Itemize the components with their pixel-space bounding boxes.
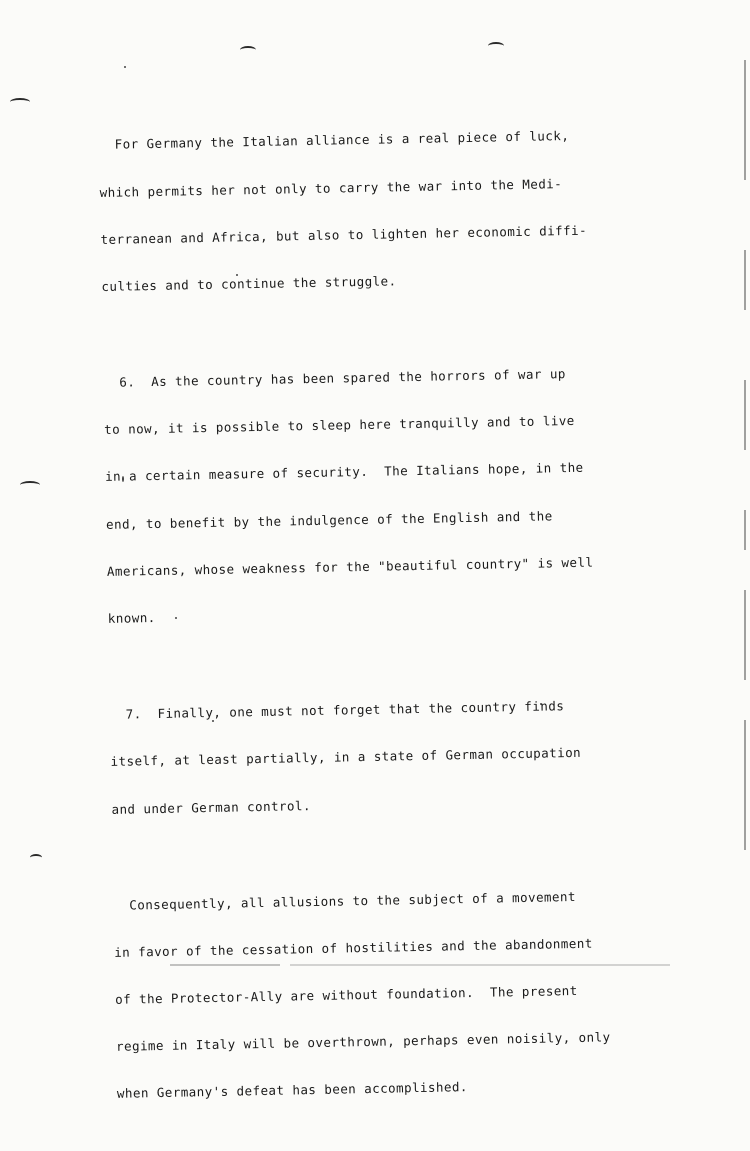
text-line: end, to benefit by the indulgence of the English and the <box>105 507 553 532</box>
text-line: culties and to continue the struggle. <box>101 273 397 294</box>
scan-mark <box>488 42 504 50</box>
scan-mark <box>240 46 256 54</box>
text-line: of the Protector-Ally are without foundation. The present <box>115 983 578 1008</box>
text-line: when Germany's defeat has been accomplished. <box>116 1079 468 1102</box>
paragraph-conclusion <box>113 856 688 1134</box>
text-line: 6. As the country has been spared the horrors of war up <box>103 366 566 391</box>
scan-edge <box>744 720 746 850</box>
scan-edge <box>744 510 746 550</box>
scan-edge <box>744 590 746 680</box>
scan-mark <box>30 854 42 861</box>
text-line: in a certain measure of security. The Italians hope, in the <box>104 460 584 485</box>
text-line: 7. Finally, one must not forget that the country finds <box>109 698 565 723</box>
document-body <box>98 95 688 1151</box>
scan-edge <box>744 250 746 310</box>
text-line: For Germany the Italian alliance is a real piece of luck, <box>98 128 570 153</box>
text-line: itself, at least partially, in a state of German occupation <box>110 745 582 770</box>
text-line: Consequently, all allusions to the subject of a movement <box>113 889 577 913</box>
text-line: terranean and Africa, but also to lighten her economic diffi- <box>100 222 588 247</box>
scan-mark <box>10 98 30 106</box>
paragraph-6 <box>103 333 679 658</box>
text-line: to now, it is possible to sleep here tranquilly and to live <box>104 413 575 438</box>
paragraph-italian-alliance <box>98 95 672 326</box>
scan-speck <box>124 66 126 68</box>
text-line: in favor of the cessation of hostilities and the abandonment <box>114 935 593 960</box>
paragraph-7 <box>109 665 682 849</box>
text-line: regime in Italy will be overthrown, perhaps even noisily, only <box>115 1029 611 1055</box>
text-line: known. <box>107 609 156 626</box>
scan-mark <box>20 481 40 489</box>
scan-edge <box>744 60 746 180</box>
text-line: and under German control. <box>111 797 312 817</box>
scan-edge <box>744 380 746 450</box>
text-line: Americans, whose weakness for the "beautiful country" is well <box>106 554 594 579</box>
text-line: which permits her not only to carry the war into the Medi- <box>99 175 563 200</box>
